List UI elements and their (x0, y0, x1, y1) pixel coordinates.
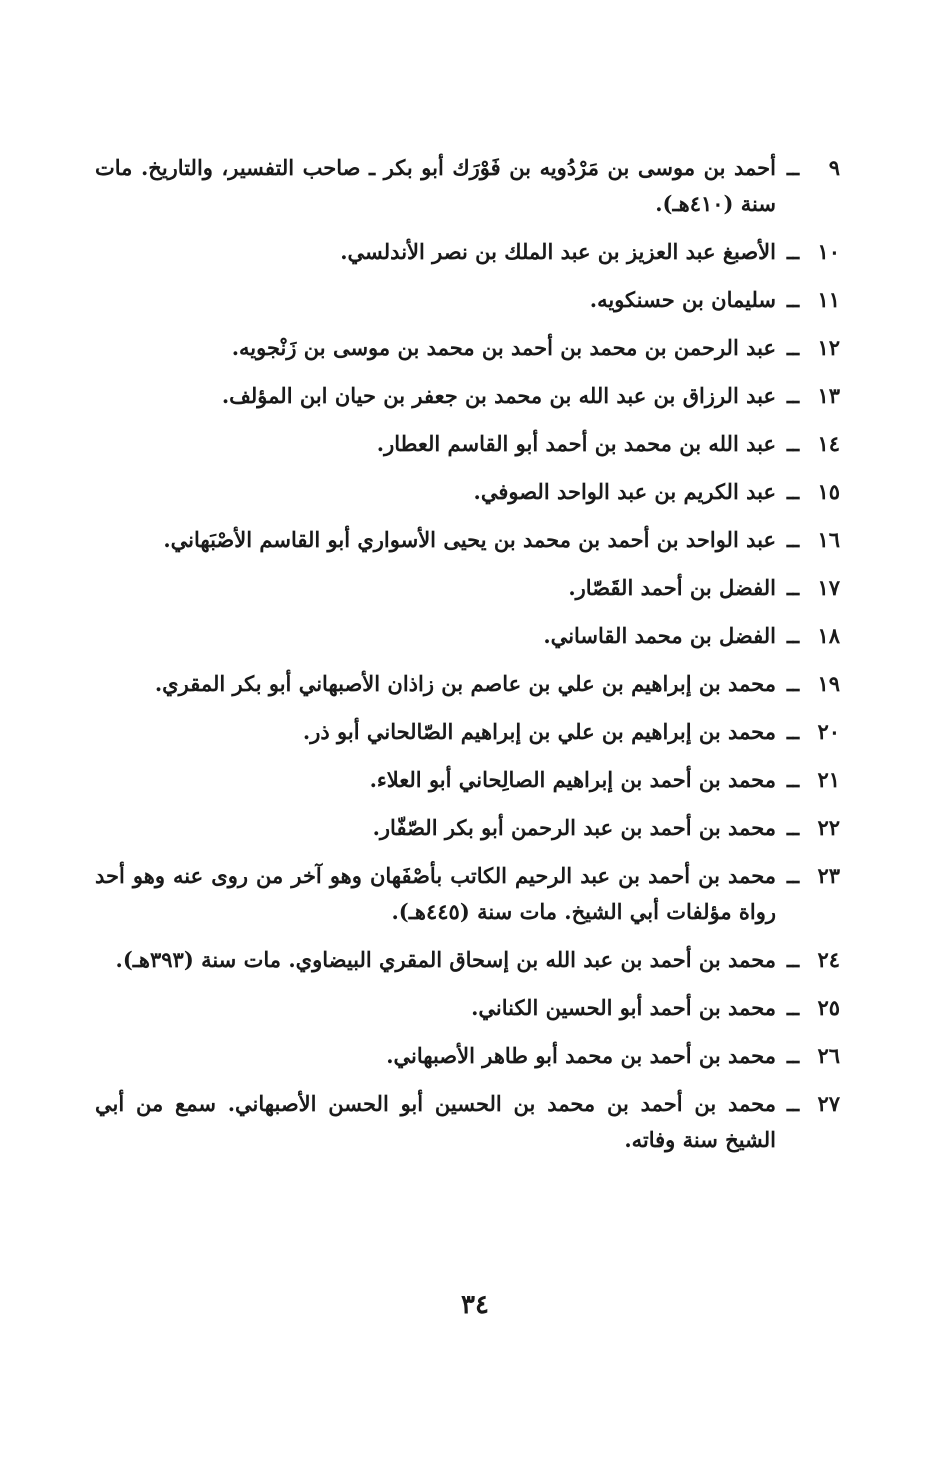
entry-text: عبد الرحمن بن محمد بن أحمد بن محمد بن موسى بن زَنْجويه. (231, 335, 776, 360)
list-item (95, 570, 840, 606)
entry-text: محمد بن أحمد بن عبد الله بن إسحاق المقري البيضاوي. مات سنة (٣٩٣هـ). (115, 947, 776, 972)
entry-dash: ــ (786, 1043, 800, 1068)
list-item (95, 858, 840, 930)
entry-number: ٢٢ (817, 815, 840, 840)
entry-number: ٢٣ (817, 863, 840, 888)
entry-number: ١٩ (817, 671, 840, 696)
entry-number: ١٨ (817, 623, 840, 648)
entry-text: محمد بن إبراهيم بن علي بن عاصم بن زاذان الأصبهاني أبو بكر المقري. (154, 671, 776, 696)
list-item (95, 666, 840, 702)
entry-dash: ــ (786, 719, 800, 744)
entry-number: ١٢ (817, 335, 840, 360)
entry-dash: ــ (786, 863, 800, 888)
entry-number: ٢٦ (817, 1043, 840, 1068)
list-item (95, 330, 840, 366)
entry-dash: ــ (786, 287, 800, 312)
entry-dash: ــ (786, 575, 800, 600)
entry-number: ١٤ (817, 431, 840, 456)
list-item (95, 810, 840, 846)
entry-dash: ــ (786, 335, 800, 360)
entry-text: محمد بن أحمد بن عبد الرحيم الكاتب بأصْفَهان وهو آخر من روى عنه وهو أحد رواة مؤلفات أبي الشيخ. مات سنة (٤٤٥هـ). (95, 863, 776, 924)
entry-text: عبد الرزاق بن عبد الله بن محمد بن جعفر بن حيان ابن المؤلف. (221, 383, 776, 408)
entry-number: ١١ (817, 287, 840, 312)
entry-text: أحمد بن موسى بن مَرْدُويه بن فَوْرَك أبو بكر ـ صاحب التفسير، والتاريخ. مات سنة (٤١٠هـ). (95, 155, 776, 216)
entry-dash: ــ (786, 479, 800, 504)
entry-number: ٢٠ (817, 719, 840, 744)
entry-dash: ــ (786, 383, 800, 408)
list-item (95, 942, 840, 978)
entry-text: الأصبغ عبد العزيز بن عبد الملك بن نصر الأندلسي. (340, 239, 776, 264)
list-item (95, 426, 840, 462)
entry-text: محمد بن أحمد بن محمد بن الحسين أبو الحسن الأصبهاني. سمع من أبي الشيخ سنة وفاته. (95, 1091, 776, 1152)
entry-dash: ــ (786, 947, 800, 972)
entry-dash: ــ (786, 527, 800, 552)
list-item (95, 150, 840, 222)
entry-text: محمد بن أحمد بن إبراهيم الصالِحاني أبو العلاء. (369, 767, 776, 792)
entry-number: ١٥ (817, 479, 840, 504)
list-item (95, 474, 840, 510)
entry-number: ٢١ (817, 767, 840, 792)
list-item (95, 714, 840, 750)
entry-dash: ــ (786, 767, 800, 792)
entry-text: الفضل بن أحمد القَصّار. (568, 575, 776, 600)
list-item (95, 1086, 840, 1158)
entry-number: ١٣ (817, 383, 840, 408)
entry-number: ٢٧ (817, 1091, 840, 1116)
list-item (95, 618, 840, 654)
list-item (95, 1038, 840, 1074)
entry-dash: ــ (786, 671, 800, 696)
list-item (95, 990, 840, 1026)
entry-text: عبد الكريم بن عبد الواحد الصوفي. (473, 479, 776, 504)
entry-dash: ــ (786, 995, 800, 1020)
list-item (95, 234, 840, 270)
list-item (95, 762, 840, 798)
entry-text: سليمان بن حسنكويه. (589, 287, 776, 312)
page-number: ٣٤ (461, 1290, 489, 1320)
entry-number: ٩ (828, 155, 840, 180)
entry-number: ٢٥ (817, 995, 840, 1020)
entry-text: عبد الله بن محمد بن أحمد أبو القاسم العطار. (376, 431, 776, 456)
entry-text: محمد بن أحمد بن عبد الرحمن أبو بكر الصّفّار. (372, 815, 776, 840)
entry-number: ١٠ (817, 239, 840, 264)
entry-text: محمد بن أحمد أبو الحسين الكناني. (471, 995, 776, 1020)
list-item (95, 378, 840, 414)
entry-number: ١٦ (817, 527, 840, 552)
entry-text: محمد بن إبراهيم بن علي بن إبراهيم الصّالحاني أبو ذر. (302, 719, 776, 744)
list-item (95, 522, 840, 558)
entry-dash: ــ (786, 1091, 800, 1116)
list-item (95, 282, 840, 318)
entry-dash: ــ (786, 431, 800, 456)
entry-number: ١٧ (817, 575, 840, 600)
entry-text: الفضل بن محمد القاساني. (543, 623, 776, 648)
entry-dash: ــ (786, 155, 800, 180)
entry-number: ٢٤ (817, 947, 840, 972)
entry-dash: ــ (786, 623, 800, 648)
entry-dash: ــ (786, 815, 800, 840)
entry-text: محمد بن أحمد بن محمد أبو طاهر الأصبهاني. (386, 1043, 776, 1068)
entry-dash: ــ (786, 239, 800, 264)
narrator-list (95, 150, 840, 1170)
entry-text: عبد الواحد بن أحمد بن محمد بن يحيى الأسواري أبو القاسم الأصْبَهاني. (163, 527, 776, 552)
